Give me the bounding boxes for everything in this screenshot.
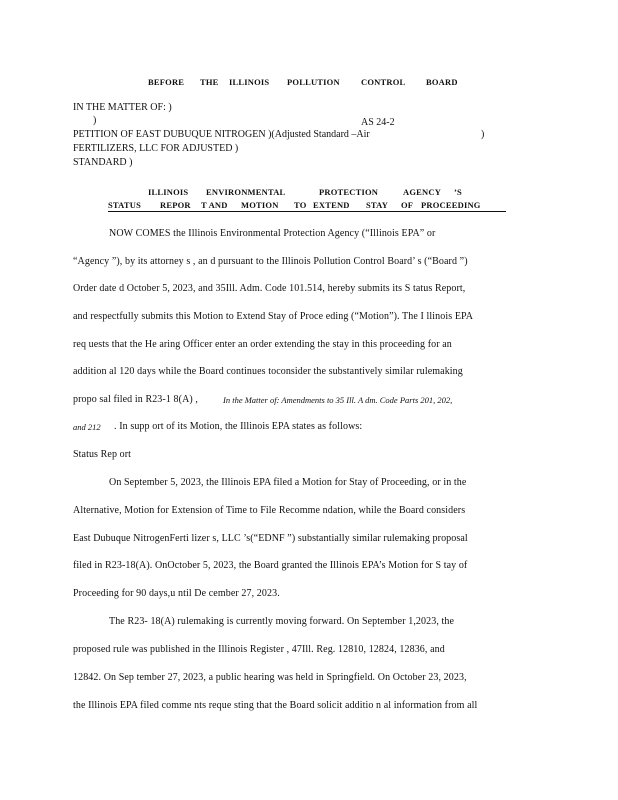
title-protection: PROTECTION — [319, 187, 379, 197]
body-line: NOW COMES the Illinois Environmental Protection Agency (“Illinois EPA” or — [109, 228, 436, 239]
header-the: THE — [200, 77, 219, 87]
title-t-and: T AND — [201, 200, 228, 210]
body-line: Order date d October 5, 2023, and 35Ill. Adm. Code 101.514, hereby submits its S tatus Report, — [73, 283, 466, 294]
body-line: . In supp ort of its Motion, the Illinois EPA states as follows: — [114, 421, 363, 432]
caption-paren-2: ) — [481, 129, 485, 140]
header-board: BOARD — [426, 77, 458, 87]
body-line: filed in R23-18(A). OnOctober 5, 2023, the Board granted the Illinois EPA’s Motion for S tay of — [73, 560, 468, 571]
section-heading-status-report: Status Rep ort — [73, 449, 132, 460]
caption-petition: PETITION OF EAST DUBUQUE NITROGEN )(Adjusted Standard –Air — [73, 129, 370, 140]
caption-case-number: AS 24-2 — [361, 117, 395, 128]
header-before: BEFORE — [148, 77, 185, 87]
title-proceeding: PROCEEDING — [421, 200, 481, 210]
body-line: proposed rule was published in the Illinois Register , 47Ill. Reg. 12810, 12824, 12836, and — [73, 644, 445, 655]
title-motion: MOTION — [241, 200, 279, 210]
body-line: East Dubuque NitrogenFerti lizer s, LLC ’s(“EDNF ”) substantially similar rulemaking proposal — [73, 533, 468, 544]
title-extend: EXTEND — [313, 200, 350, 210]
title-illinois: ILLINOIS — [148, 187, 189, 197]
header-control: CONTROL — [361, 77, 406, 87]
title-agency: AGENCY — [403, 187, 442, 197]
case-citation-italic: and 212 — [73, 422, 101, 432]
body-line: the Illinois EPA filed comme nts reque sting that the Board solicit additio n al information from all — [73, 700, 478, 711]
caption-in-the-matter: IN THE MATTER OF: ) — [73, 102, 172, 113]
title-apostrophe-s: ’S — [454, 187, 462, 197]
caption-standard: STANDARD ) — [73, 157, 133, 168]
caption-fertilizers: FERTILIZERS, LLC FOR ADJUSTED ) — [73, 143, 239, 154]
title-of: OF — [401, 200, 414, 210]
body-line: On September 5, 2023, the Illinois EPA filed a Motion for Stay of Proceeding, or in the — [109, 477, 467, 488]
body-line: req uests that the He aring Officer enter an order extending the stay in this proceeding for an — [73, 339, 452, 350]
title-status: STATUS — [108, 200, 142, 210]
body-line: 12842. On Sep tember 27, 2023, a public hearing was held in Springfield. On October 23, 2023, — [73, 672, 467, 683]
body-line: The R23- 18(A) rulemaking is currently moving forward. On September 1,2023, the — [109, 616, 455, 627]
body-line: and respectfully submits this Motion to Extend Stay of Proce eding (“Motion”). The I llinois EPA — [73, 311, 474, 322]
caption-paren-1: ) — [93, 115, 97, 126]
body-line: “Agency ”), by its attorney s , an d pursuant to the Illinois Pollution Control Board’ s (“Board ”) — [73, 256, 468, 267]
body-line: Proceeding for 90 days,u ntil De cember 27, 2023. — [73, 588, 280, 599]
case-citation-italic: In the Matter of: Amendments to 35 Ill. A dm. Code Parts 201, 202, — [223, 395, 453, 405]
header-pollution: POLLUTION — [287, 77, 340, 87]
body-line: addition al 120 days while the Board continues toconsider the substantively similar rulemaking — [73, 366, 463, 377]
title-to: TO — [294, 200, 307, 210]
header-illinois: ILLINOIS — [229, 77, 270, 87]
body-line: Alternative, Motion for Extension of Time to File Recomme ndation, while the Board considers — [73, 505, 466, 516]
title-repor: REPOR — [160, 200, 191, 210]
title-stay: STAY — [366, 200, 389, 210]
body-line: propo sal filed in R23-1 8(A) , — [73, 394, 199, 405]
title-environmental: ENVIRONMENTAL — [206, 187, 286, 197]
